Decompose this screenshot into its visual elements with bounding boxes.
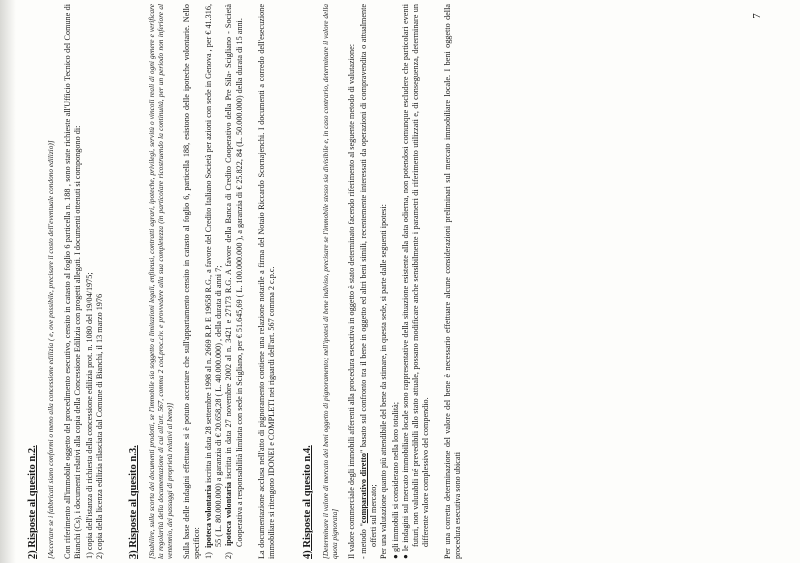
item-1-label: ipoteca volontaria (204, 485, 214, 549)
section-4-intro: Il valore commerciale degli immobili afferenti alla procedura esecutiva in oggetto è stato determinato facendo riferimento al seguente metodo di valutazione: (346, 43, 356, 559)
method-label: comparativo diretto (358, 453, 368, 524)
section-2-item-1: 1) copia dell'istanza di richiesta della concessione edilizia prot. n. 1080 del 19/04/1975; (85, 272, 95, 559)
item-2-label: ipoteca volontaria (224, 482, 234, 547)
section-2-heading: 2) Risposte al quesito n.2. (27, 445, 38, 559)
section-2-note: [Accertare se i fabbricati siano conformi o meno alla concessione edilizia ( e, ove possibile, precisare il costo dell'eventuale condono edilizio)] (46, 140, 56, 559)
section-4-note: [Determinare il valore di mercato dei beni oggetto di pignoramento; nell'ipotesi di bene indiviso, precisare se l'immobile stesso sia divisibile e, in caso contrario, determinare il valore della quota pignorata] (320, 4, 339, 559)
section-4-method: - metodo "comparativo diretto" basato sul confronto tra il bene in oggetto ed altri beni simili, recentemente interessati da operazioni di compravendita o attualmente offerti sul mercato; (358, 4, 378, 559)
section-4-para-2: Per una valutazione quanto più attendibile del bene da stimare, in questa sede, si parte dalle seguenti ipotesi: (378, 204, 388, 559)
section-3-intro: Sulla base delle indagini effettuate si è potuto accertare che sull'appartamento censito in catasto al foglio 6, particella 188, esistono delle ipoteche volontarie. Nello specifico: (182, 4, 202, 559)
section-4-heading: 4) Risposte al quesito n.4. (301, 445, 313, 559)
item-2-text: iscritta in data 27 novembre 2002 al n. 3421 e 27173 R.G. A favore della Banca di Credito Cooperativo della Pre Sila- Scigliano - Società Cooperativa a responsabilità limitata con sede in Scigliano, per € 51.645,69 ( L. 100.000.000 ), a garanzia di € 25.822, 84 (L. 50.000.000) della durata di 15 anni. (224, 3, 244, 547)
section-2-item-2: 2) copia della licenza edilizia rilasciata dal Comune di Bianchi, il 13 marzo 1976 (95, 293, 105, 559)
section-3-item-1: 1) ipoteca volontaria iscritta in data 28 settembre 1998 al n. 2669 R.P. E 19658 R.G., a favore del Credito Italiano Società per azioni con sede in Genova , per € 41.316, 55 ( L. 80.000.000) a garanzia di € 20.658,28 ( L. 40.000.000) , della durata di anni 7; (204, 3, 224, 559)
page-number: 7 (750, 13, 763, 19)
item-1-text: iscritta in data 28 settembre 1998 al n. 2669 R.P. E 19658 R.G., a favore del Credito Italiano Società per azioni con sede in Genova , per € 41.316, 55 ( L. 80.000.000) a garanzia di € 20.658,28 ( L. 40.000.000) , della durata di anni 7; (204, 3, 224, 547)
rotated-text-block (22, 4, 792, 559)
section-4-para-3: Per una corretta determinazione del valore del bene è necessario effettuare alcune considerazioni preliminari sul mercato immobiliare locale. I beni oggetto della procedura esecutiva sono ubicati (443, 4, 463, 559)
section-3-heading: 3) Risposte al quesito n.3. (128, 445, 140, 559)
page-content (22, 4, 792, 559)
scan-shadow (0, 0, 16, 563)
section-2-intro: Con riferimento all'immobile oggetto del procedimento esecutivo, censito in catasto al foglio 6 particella n. 188 , sono state richieste all'Ufficio Tecnico del Comune di Bianchi (Cs), i documenti relativi alla copia della Concessione Edilizia con progetti allegati. I documenti ottenuti si compongono di: (63, 4, 83, 559)
section-3-item-2: 2) ipoteca volontaria iscritta in data 27 novembre 2002 al n. 3421 e 27173 R.G. A favore della Banca di Credito Cooperativo della Pre Sila- Scigliano - Società Cooperativa a responsabilità limitata con sede in Scigliano, per € 51.645,69 ( L. 100.000.000 ), a garanzia di € 25.822, 84 (L. 50.000.000) della durata di 15 anni. (224, 3, 244, 559)
section-3-closing: La documentazione acclusa nell'atto di pignoramento contiene una relazione notarile a firma del Notaio Riccardo Scornajenchi. I documenti a corredo dell'esecuzione immobiliare si ritengono IDONEI e COMPLETI nei riguardi dell'art. 567 comma 2 c.p.c. (256, 4, 276, 559)
section-4-bullet-2: ● le indagini sul mercato immobiliare locale sono rappresentative della situazione esistente alla data odierna, non potendosi comunque escludere che particolari eventi futuri, non valutabili né prevedibili allo stato attuale, possano modificare anche sensibilmente i parametri di riferimento utilizzati e, di conseguenza, determinare un differente valore complessivo del compendio. (400, 4, 431, 559)
section-3-note: [Stabilire, sulla scorta dei documenti prodotti, se l'immobile sia soggetto a limitazioni legali, enfiteusi, contratti agrari, ipoteche, privilegi, servitù o vincoli reali di ogni genere e verificare la regolarità della documentazione di cui all'art. 567, comma 2 cod.proc.civ. e provvedere alla sua completezza (in particolare ricostruendo la continuità, per un periodo non inferiore al ventennio, dei passaggi di proprietà relativi al bene)] (147, 4, 175, 559)
section-4-bullet-1: ● gli immobili si considerano nella loro totalità; (390, 401, 400, 559)
